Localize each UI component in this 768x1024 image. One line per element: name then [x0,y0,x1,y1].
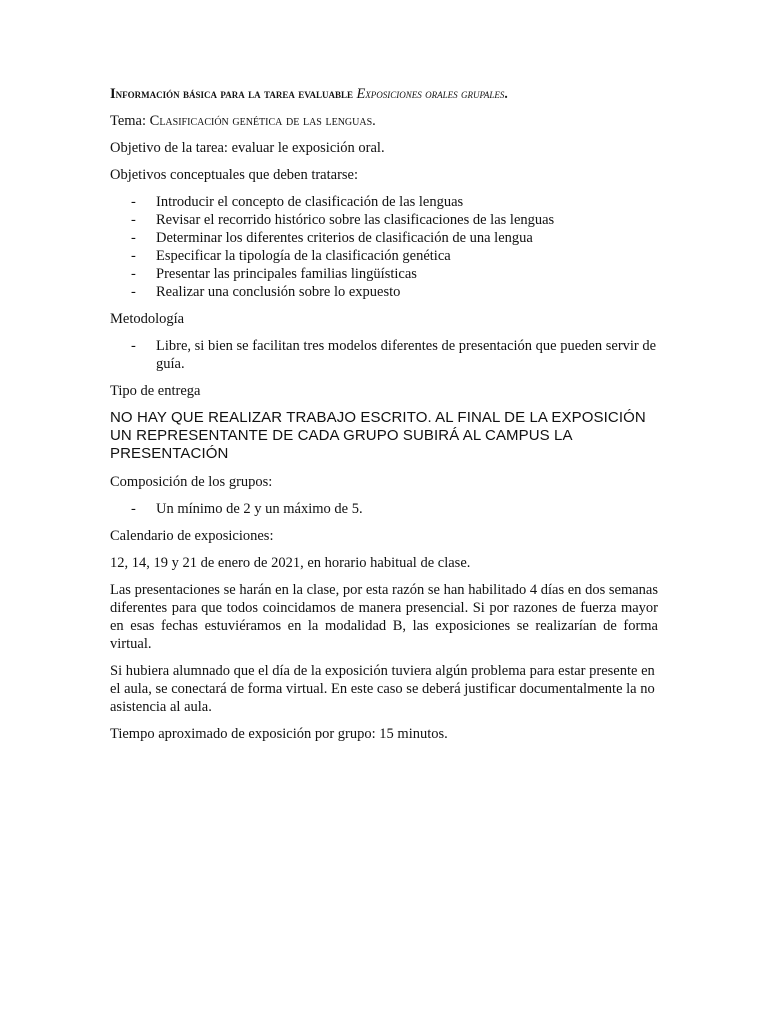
tema-value: Clasificación genética de las lenguas [149,113,373,129]
list-item [110,500,658,518]
dash-bullet: - [131,338,136,354]
calendario-title: Calendario de exposiciones: [110,528,274,544]
document-content [110,84,658,752]
list-item-text: Especificar la tipología de la clasificación genética [156,248,451,264]
list-item [110,229,658,247]
list-item [110,247,658,265]
objetivos-conceptuales-title: Objetivos conceptuales que deben tratarse: [110,167,359,183]
heading-period: . [504,86,508,101]
dash-bullet: - [131,194,136,210]
dash-bullet: - [131,501,136,517]
metodologia-title: Metodología [110,311,185,327]
heading-cap-2: E [356,86,366,102]
metodologia-list [110,337,658,373]
heading-text-1: nformación básica para la tarea evaluable [115,86,357,101]
list-item-text: Un mínimo de 2 y un máximo de 5. [156,501,363,517]
list-item [110,193,658,211]
alumnado-paragraph: Si hubiera alumnado que el día de la exposición tuviera algún problema para estar presente en el aula, se conectará de forma virtual. En este caso se deberá justificar documentalmente la no asistencia al aula. [110,663,655,715]
heading-cap-1: I [110,86,116,102]
dash-bullet: - [131,266,136,282]
composicion-title: Composición de los grupos: [110,474,273,490]
objetivos-conceptuales-list [110,193,658,301]
heading-text-2: xposiciones orales grupales [365,86,505,101]
entrega-text: NO HAY QUE REALIZAR TRABAJO ESCRITO. AL FINAL DE LA EXPOSICIÓN UN REPRESENTANTE DE CADA GRUPO SUBIRÁ AL CAMPUS LA PRESENTACIÓN [110,409,646,462]
dash-bullet: - [131,230,136,246]
list-item [110,283,658,301]
tema-line [110,112,658,130]
list-item-text: Realizar una conclusión sobre lo expuesto [156,284,401,300]
tema-label: Tema: [110,113,150,129]
dash-bullet: - [131,248,136,264]
presentaciones-paragraph: Las presentaciones se harán en la clase, por esta razón se han habilitado 4 días en dos semanas diferentes para que todos coincidamos de manera presencial. Si por razones de fuerza mayor en esas fechas estuviéramos en la modalidad B, las exposiciones se realizarían de forma virtual. [110,582,658,652]
objetivo-line: Objetivo de la tarea: evaluar le exposición oral. [110,140,385,156]
list-item-text: Determinar los diferentes criterios de clasificación de una lengua [156,230,533,246]
list-item-text: Presentar las principales familias lingüísticas [156,266,417,282]
list-item-text: Introducir el concepto de clasificación de las lenguas [156,194,464,210]
calendario-text: 12, 14, 19 y 21 de enero de 2021, en horario habitual de clase. [110,555,471,571]
document-heading [110,84,658,104]
tema-period: . [372,113,376,129]
list-item [110,337,658,373]
entrega-title: Tipo de entrega [110,383,201,399]
list-item-text: Revisar el recorrido histórico sobre las clasificaciones de las lenguas [156,212,555,228]
dash-bullet: - [131,212,136,228]
tiempo-line: Tiempo aproximado de exposición por grupo: 15 minutos. [110,726,448,742]
list-item [110,211,658,229]
composicion-list [110,500,658,518]
list-item [110,265,658,283]
list-item-text: Libre, si bien se facilitan tres modelos diferentes de presentación que pueden servir de guía. [156,338,657,372]
dash-bullet: - [131,284,136,300]
